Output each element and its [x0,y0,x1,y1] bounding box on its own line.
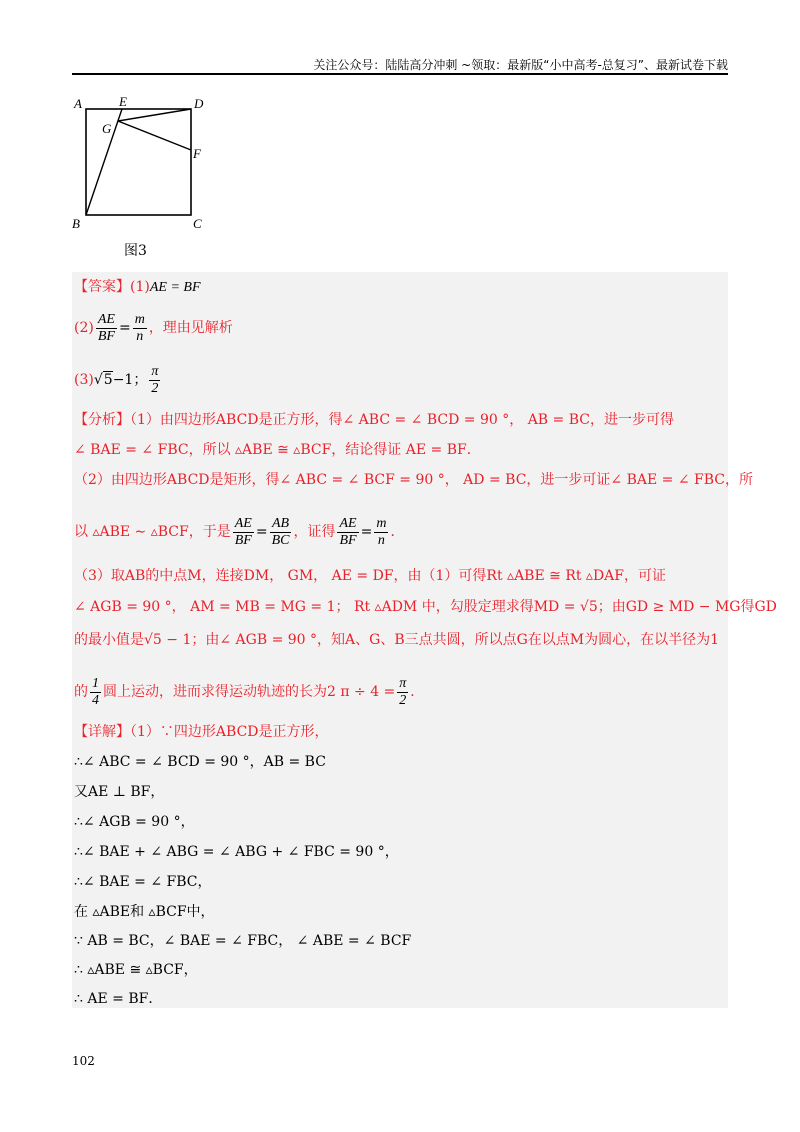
fraction [337,516,358,549]
answer-part-2: (2) [74,320,94,336]
analysis-text-8a: 的 [74,684,88,700]
geometry-figure [70,92,230,267]
sqrt-value: 5 [103,372,113,388]
segment-df [118,121,191,150]
header-rule [72,73,728,75]
denominator: 4 [92,692,99,708]
answer-part-3-mid: −1； [112,372,148,388]
segment-de [118,109,191,121]
detail-line-2: ∴∠ ABC = ∠ BCD = 90 °，AB = BC [74,754,326,770]
denominator: BF [234,532,252,548]
analysis-line-7: 的最小值是√5 − 1；由∠ AGB = 90 °，知A、G、B三点共圆，所以点G在以点M为圆心，在以半径为1 [74,632,720,648]
fraction [233,516,254,549]
label-d: D [194,96,204,111]
answer-part-2-text: ，理由见解析 [148,320,233,336]
fraction [270,516,292,549]
equals: = [255,524,268,540]
label-c: C [193,216,202,231]
fraction [374,516,388,549]
answer-line-1 [74,277,201,298]
answer-part-1: (1) [130,279,150,295]
numerator: AB [270,516,292,533]
fraction [90,676,101,709]
analysis-line-3: （2）由四边形ABCD是矩形，得∠ ABC = ∠ BCF = 90 °， AD = BC，进一步可证∠ BAE = ∠ FBC，所 [74,472,753,488]
detail-line-8: ∵ AB = BC，∠ BAE = ∠ FBC， ∠ ABE = ∠ BCF [74,933,412,949]
equals: = [360,524,373,540]
numerator: π [151,363,159,379]
detail-text-1: （1）∵四边形ABCD是正方形， [130,724,329,740]
detail-line-1 [74,722,329,742]
figure-caption: 图3 [124,243,147,259]
equals: = [118,320,131,336]
denominator: 2 [151,380,159,396]
analysis-tag: 【分析】 [74,412,130,428]
denominator: BC [271,532,290,548]
numerator: AE [339,515,357,531]
detail-line-10: ∴ AE = BF． [74,991,163,1007]
detail-line-6: ∴∠ BAE = ∠ FBC， [74,874,212,890]
detail-line-9: ∴ ▵ABE ≅ ▵BCF， [74,962,198,978]
answer-tag: 【答案】 [74,279,130,295]
denominator: n [377,532,385,548]
analysis-text-4a: 以 ▵ABE ∼ ▵BCF，于是 [74,524,231,540]
denominator: BF [97,328,115,344]
fraction [96,312,117,345]
fraction [149,364,160,397]
detail-line-4: ∴∠ AGB = 90 °， [74,814,195,830]
numerator: AE [234,515,252,531]
detail-tag: 【详解】 [74,724,130,740]
numerator: 1 [92,675,99,691]
answer-line-2 [74,310,233,346]
analysis-line-4 [74,512,404,552]
detail-line-5: ∴∠ BAE + ∠ ABG = ∠ ABG + ∠ FBC = 90 °， [74,844,399,860]
numerator: m [376,515,387,531]
square-diagram [70,92,230,242]
label-e: E [119,94,127,109]
page-number: 102 [72,1054,95,1068]
analysis-line-1 [74,410,674,430]
numerator: π [399,675,407,691]
analysis-line-8 [74,672,424,712]
denominator: BF [339,532,357,548]
analysis-line-6: ∠ AGB = 90 °， AM = MB = MG = 1； Rt ▵ADM 中，勾股定理求得MD = √5；由GD ≥ MD − MG得GD [74,599,777,615]
label-f: F [193,146,201,161]
analysis-text-8c: ． [410,684,425,700]
denominator: n [136,328,144,344]
analysis-text-4b: ，证得 [293,524,336,540]
analysis-line-2: ∠ BAE = ∠ FBC，所以 ▵ABE ≅ ▵BCF，结论得证 AE = BF． [74,442,481,458]
label-g: G [102,121,112,136]
page-header: 关注公众号：陆陆高分冲刺 ~领取：最新版“小中高考-总复习”、最新试卷下载 [313,58,728,72]
analysis-text-4c: ． [390,524,405,540]
analysis-line-5: （3）取AB的中点M，连接DM， GM， AE = DF，由（1）可得Rt ▵ABE ≅ Rt ▵DAF，可证 [74,568,667,584]
denominator: 2 [399,692,407,708]
detail-line-7: 在 ▵ABE和 ▵BCF中， [74,904,215,920]
answer-part-1-math: AE = BF [149,280,201,295]
numerator: m [134,311,145,327]
detail-line-3: 又AE ⊥ BF， [74,784,165,800]
fraction [133,312,147,345]
label-a: A [74,96,82,111]
label-b: B [72,216,80,231]
fraction [397,676,408,709]
analysis-text-1: （1）由四边形ABCD是正方形，得∠ ABC = ∠ BCD = 90 °， AB = BC，进一步可得 [130,412,674,428]
answer-line-3: (3)√5−1； $\frac{\pi}{2}$ [74,363,159,396]
analysis-text-8b: 圆上运动，进而求得运动轨迹的长为2 π ÷ 4 = [103,684,396,700]
answer-part-3: (3) [74,372,94,388]
numerator: AE [97,311,115,327]
